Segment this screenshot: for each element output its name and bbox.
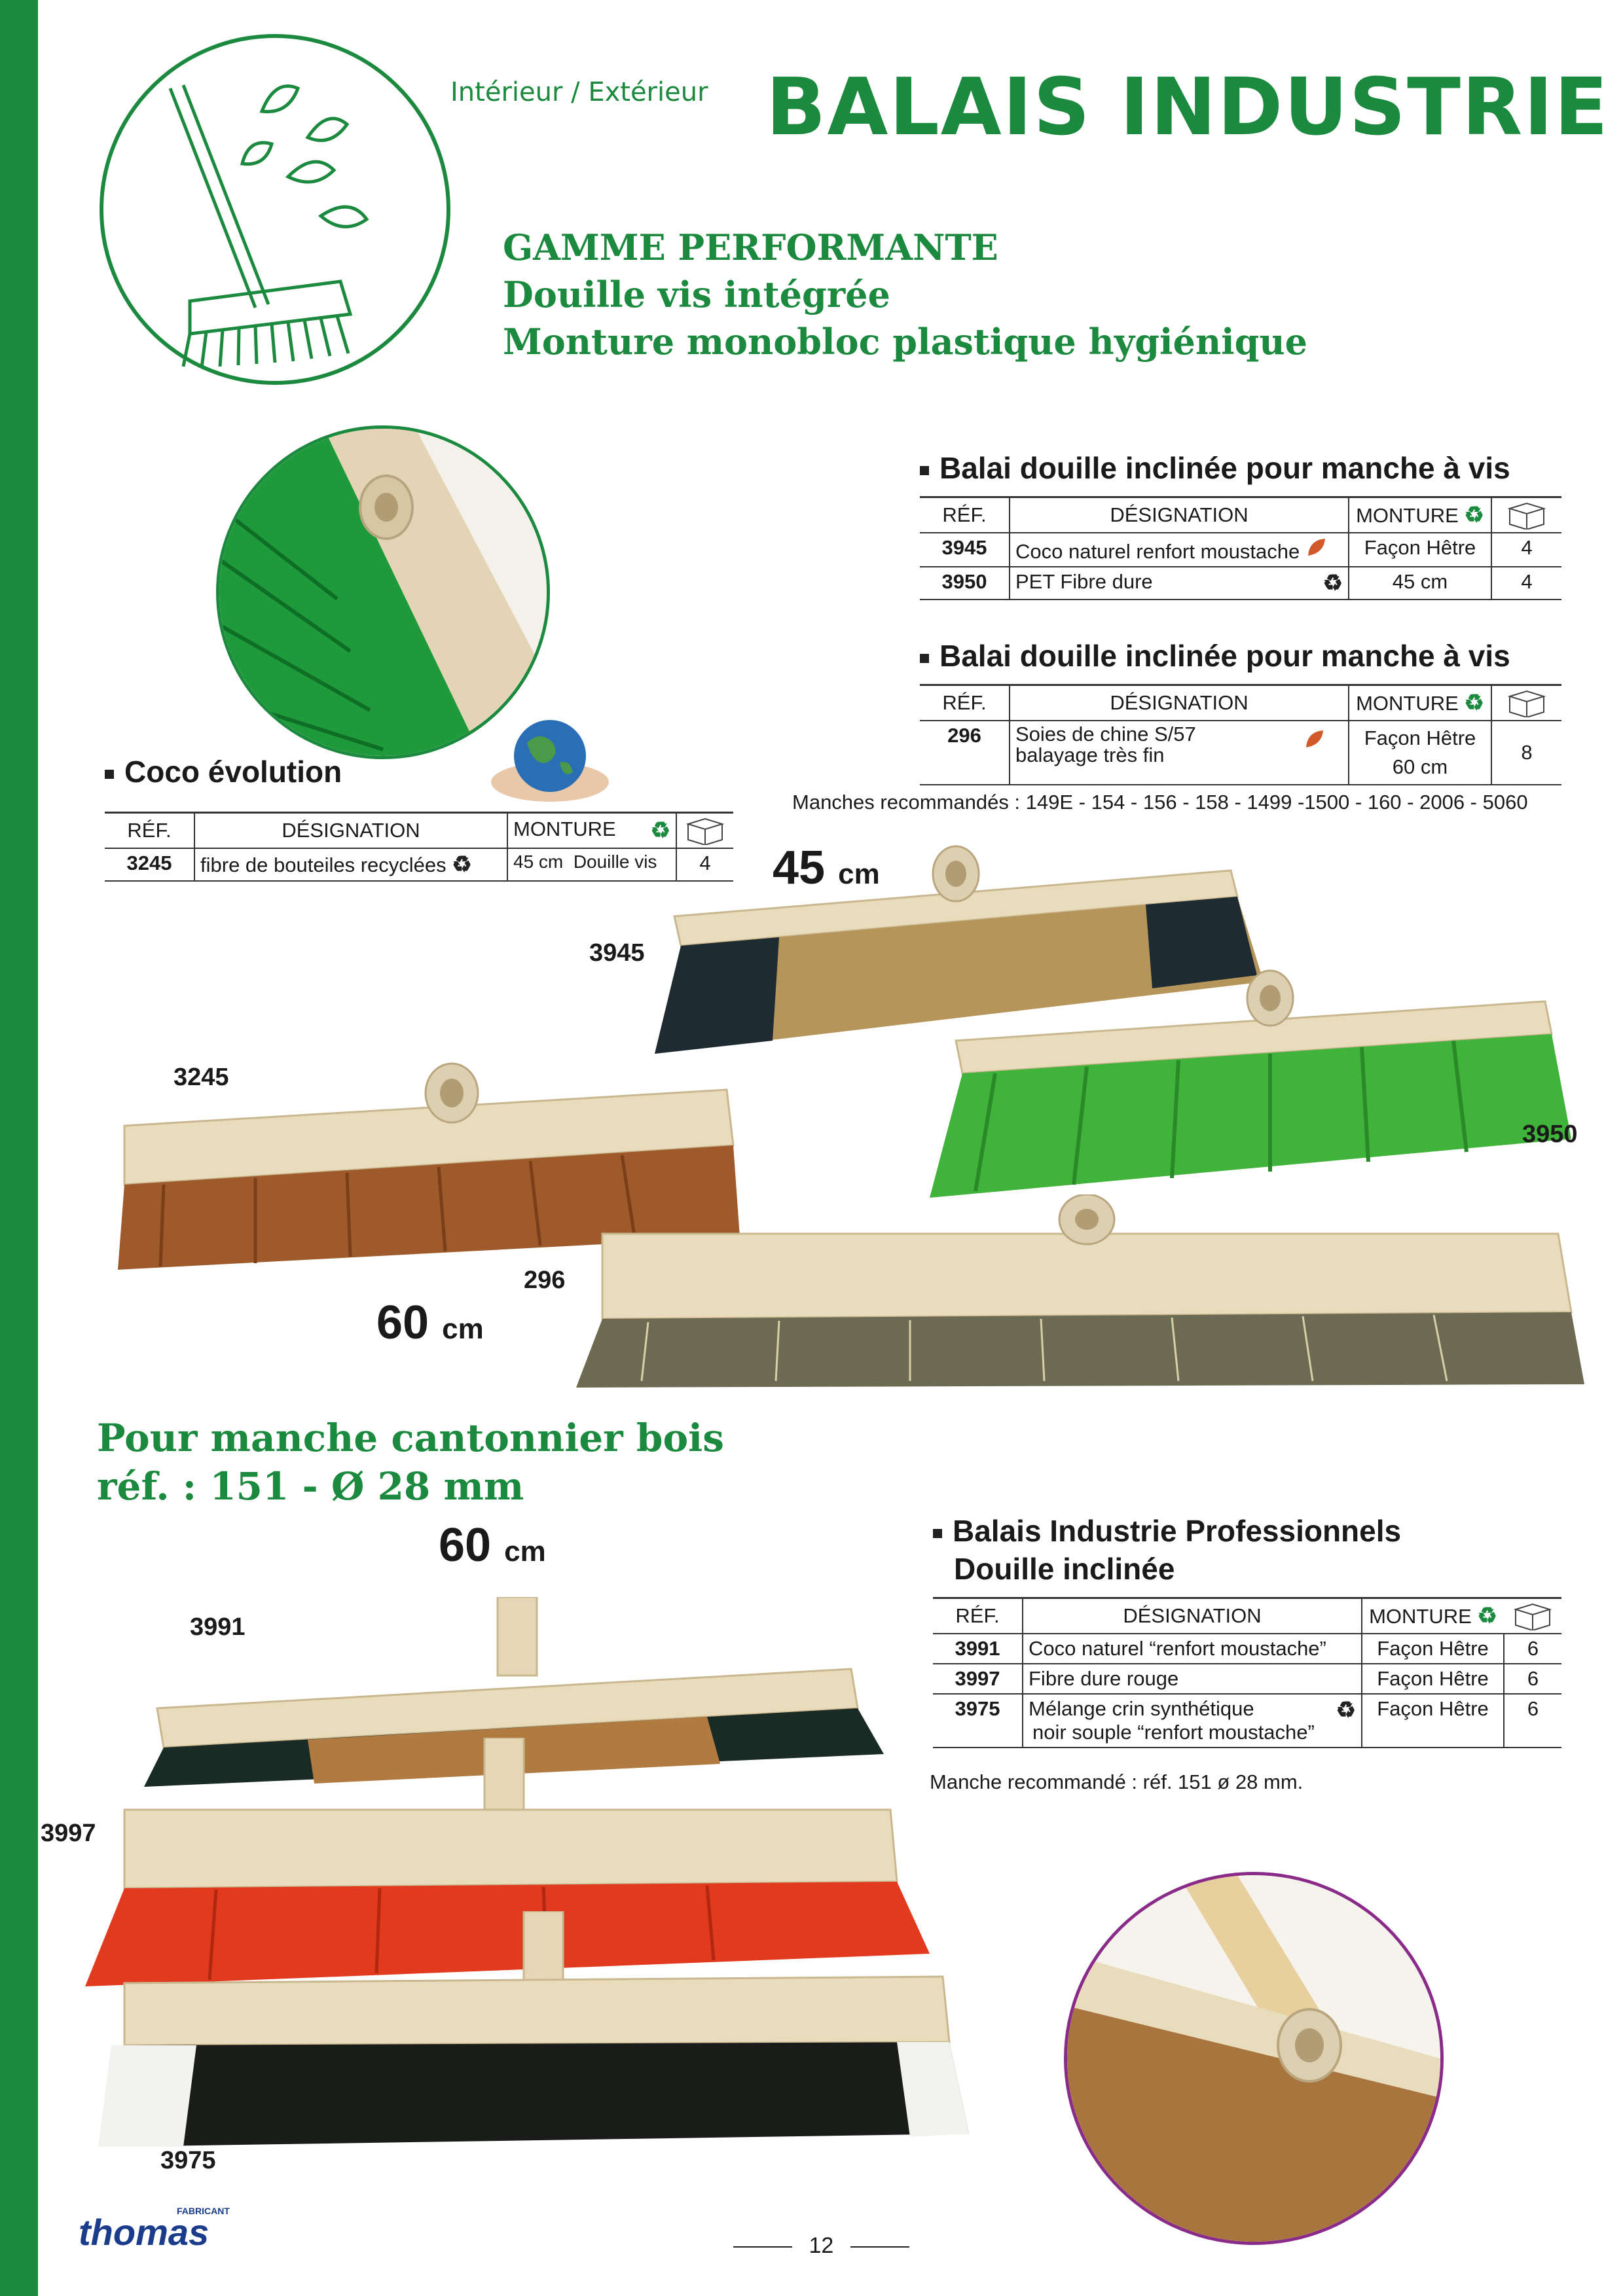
section3-title-line2: Douille inclinée — [954, 1552, 1175, 1586]
row-monture: 45 cm — [1349, 567, 1491, 600]
size-unit: cm — [442, 1313, 484, 1345]
col-ref: RÉF. — [920, 685, 1010, 721]
row-designation-text: PET Fibre dure — [1015, 570, 1153, 593]
size-value: 45 — [773, 842, 826, 894]
table-row — [920, 567, 1561, 600]
col-designation: DÉSIGNATION — [194, 813, 507, 849]
cantonnier-line-2: réf. : 151 - Ø 28 mm — [97, 1464, 524, 1509]
feature-line-1: GAMME PERFORMANTE — [503, 226, 998, 268]
section3-title-line1: Balais Industrie Professionnels — [953, 1514, 1402, 1548]
size-label-60-bottom — [439, 1518, 546, 1572]
row-ref: 3945 — [920, 533, 1010, 567]
col-monture — [1349, 685, 1491, 721]
row-ref: 296 — [920, 721, 1010, 785]
row-monture-line1: Façon Hêtre — [1364, 726, 1476, 749]
row-designation — [1010, 567, 1349, 600]
size-value: 60 — [376, 1297, 429, 1349]
broom-3950-image — [917, 962, 1597, 1198]
row-designation-line1: Soies de chine S/57 — [1015, 723, 1196, 745]
coco-title — [105, 754, 342, 789]
col-ref: RÉF. — [933, 1598, 1023, 1634]
box-icon — [1507, 501, 1546, 529]
recycle-icon: ♻ — [1464, 503, 1484, 528]
feature-line-3: Monture monobloc plastique hygiénique — [503, 321, 1307, 363]
header-subtitle: Intérieur / Extérieur — [450, 77, 708, 107]
leaf-icon — [1304, 728, 1326, 750]
row-qty: 4 — [1491, 567, 1561, 600]
row-qty: 4 — [676, 848, 733, 881]
row-monture: Façon Hêtre — [1362, 1694, 1504, 1748]
row-designation: Fibre dure rouge — [1023, 1664, 1362, 1694]
section3-title — [933, 1512, 1401, 1588]
row-qty: 8 — [1491, 721, 1561, 785]
size-label-60-middle — [376, 1296, 484, 1350]
table-row — [920, 533, 1561, 567]
row-designation-text: fibre de bouteiles recyclées — [200, 853, 447, 876]
recycle-icon: ♻ — [650, 818, 670, 843]
page-number-text: 12 — [809, 2233, 834, 2258]
col-box — [1491, 497, 1561, 533]
size-value: 60 — [439, 1519, 492, 1571]
globe-hands-image — [488, 710, 612, 808]
size-unit: cm — [504, 1535, 546, 1568]
col-box — [1504, 1598, 1561, 1634]
row-monture: Façon Hêtre — [1362, 1664, 1504, 1694]
row-ref: 3950 — [920, 567, 1010, 600]
col-monture — [1349, 497, 1491, 533]
section2-title-text: Balai douille inclinée pour manche à vis — [939, 639, 1510, 673]
size-unit: cm — [838, 858, 880, 890]
feature-line-2: Douille vis intégrée — [503, 274, 890, 315]
row-designation-line2: noir souple “renfort moustache” — [1032, 1721, 1315, 1744]
label-3950: 3950 — [1522, 1121, 1578, 1148]
row-monture: Façon Hêtre — [1362, 1634, 1504, 1664]
label-296: 296 — [524, 1266, 566, 1294]
label-3245: 3245 — [173, 1064, 229, 1091]
broom-logo-illustration — [92, 26, 458, 393]
row-qty: 6 — [1504, 1694, 1561, 1748]
coco-title-text: Coco évolution — [124, 755, 342, 789]
section3-table — [933, 1597, 1561, 1748]
row-qty: 6 — [1504, 1664, 1561, 1694]
row-monture — [1349, 721, 1491, 785]
col-box — [1491, 685, 1561, 721]
col-monture-label: MONTURE — [1356, 504, 1459, 527]
table-row — [933, 1634, 1561, 1664]
recycle-icon: ♻ — [452, 852, 472, 877]
label-3945: 3945 — [589, 939, 645, 967]
label-3975: 3975 — [160, 2147, 216, 2174]
table-row — [933, 1694, 1561, 1748]
recycle-icon: ♻ — [1322, 571, 1343, 596]
section2-table — [920, 684, 1561, 785]
closeup-photo-green — [216, 425, 550, 759]
brand-top: FABRICANT — [177, 2206, 230, 2216]
col-ref: RÉF. — [105, 813, 194, 849]
recycle-icon: ♻ — [1336, 1698, 1356, 1723]
row-ref: 3991 — [933, 1634, 1023, 1664]
table-header-row — [920, 685, 1561, 721]
table-row — [933, 1664, 1561, 1694]
cantonnier-line-1: Pour manche cantonnier bois — [97, 1416, 724, 1460]
page-title: BALAIS INDUSTRIE — [766, 62, 1609, 153]
row-monture-type: Douille vis — [573, 852, 657, 872]
col-monture-label: MONTURE — [1369, 1605, 1472, 1628]
row-ref: 3997 — [933, 1664, 1023, 1694]
row-ref: 3245 — [105, 848, 194, 881]
row-designation-text: Coco naturel renfort moustache — [1015, 540, 1300, 563]
section2-title — [920, 638, 1510, 673]
col-monture-label: MONTURE — [1356, 692, 1459, 715]
section3-note: Manche recommandé : réf. 151 ø 28 mm. — [930, 1770, 1304, 1793]
section1-table — [920, 496, 1561, 600]
table-row — [920, 721, 1561, 785]
col-designation: DÉSIGNATION — [1010, 497, 1349, 533]
section1-title — [920, 450, 1510, 486]
left-green-bar — [0, 0, 38, 2296]
cantonnier-block — [97, 1414, 724, 1511]
recycle-icon: ♻ — [1477, 1604, 1497, 1628]
col-designation: DÉSIGNATION — [1010, 685, 1349, 721]
box-icon — [1513, 1602, 1552, 1630]
row-designation-line1: Mélange crin synthétique — [1029, 1697, 1254, 1720]
row-designation-line2: balayage très fin — [1015, 744, 1165, 766]
broom-3975-image — [98, 1911, 969, 2147]
table-header-row — [933, 1598, 1561, 1634]
box-icon — [685, 816, 725, 845]
broom-296-image — [550, 1194, 1584, 1388]
brand-logo — [79, 2206, 230, 2253]
col-designation: DÉSIGNATION — [1023, 1598, 1362, 1634]
col-monture-label: MONTURE — [513, 817, 616, 840]
label-3997: 3997 — [41, 1820, 96, 1847]
brand-name: thomas — [79, 2212, 210, 2253]
row-designation — [194, 848, 507, 881]
section2-note: Manches recommandés : 149E - 154 - 156 - 158 - 1499 -1500 - 160 - 2006 - 5060 — [792, 791, 1528, 814]
row-designation — [1010, 721, 1349, 785]
page-number — [733, 2233, 909, 2259]
row-designation: Coco naturel “renfort moustache” — [1023, 1634, 1362, 1664]
row-monture-line2: 60 cm — [1392, 755, 1448, 778]
col-monture — [1362, 1598, 1504, 1634]
col-monture — [507, 813, 676, 849]
row-qty: 6 — [1504, 1634, 1561, 1664]
row-monture: Façon Hêtre — [1349, 533, 1491, 567]
row-qty: 4 — [1491, 533, 1561, 567]
row-designation — [1023, 1694, 1362, 1748]
box-icon — [1507, 689, 1546, 717]
row-designation — [1010, 533, 1349, 567]
closeup-photo-coco — [1064, 1872, 1444, 2245]
section1-title-text: Balai douille inclinée pour manche à vis — [939, 451, 1510, 485]
row-monture-size: 45 cm — [513, 852, 564, 872]
features-block — [503, 224, 1307, 365]
row-ref: 3975 — [933, 1694, 1023, 1748]
col-ref: RÉF. — [920, 497, 1010, 533]
leaf-icon — [1305, 536, 1328, 558]
recycle-icon: ♻ — [1464, 691, 1484, 715]
label-3991: 3991 — [190, 1613, 246, 1641]
col-box — [676, 813, 733, 849]
table-header-row — [920, 497, 1561, 533]
table-header-row — [105, 813, 733, 849]
